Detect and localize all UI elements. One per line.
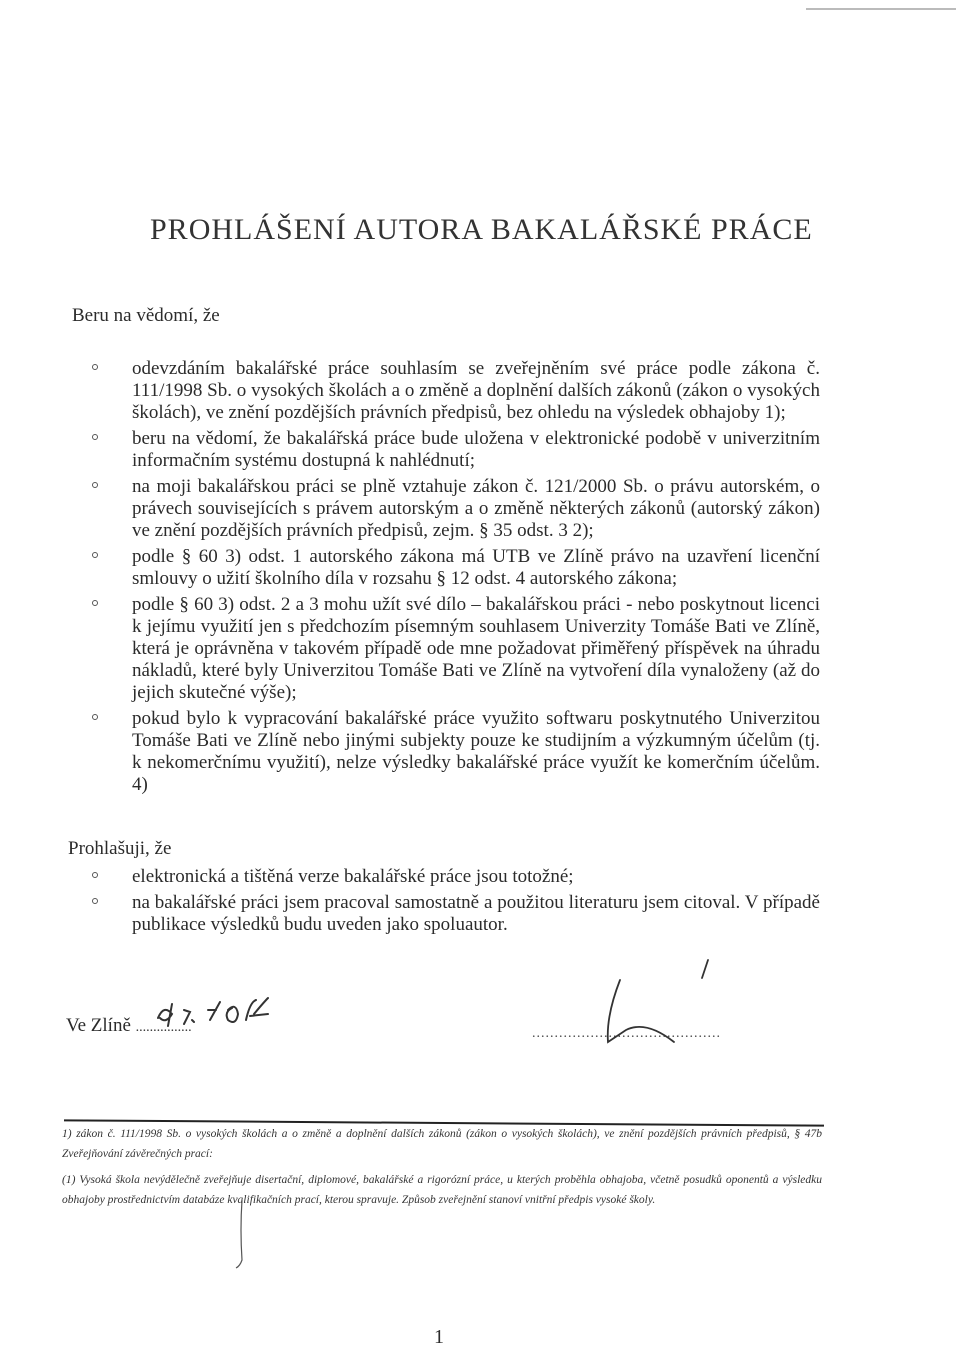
page-title: PROHLÁŠENÍ AUTORA BAKALÁŘSKÉ PRÁCE [150, 213, 813, 246]
section-declaration-lead: Prohlašuji, že [68, 838, 172, 859]
place-label: Ve Zlíně ................ [66, 1015, 192, 1036]
bullet-icon [92, 898, 98, 904]
declaration-list [80, 866, 820, 940]
list-item: pokud bylo k vypracování bakalářské práce využito softwaru poskytnutého Univerzitou Tomáše Bati ve Zlíně nebo jinými subjekty pouze ke studijním a výzkumným účelům (tj. k nekomerčnímu využití), nelze výsledky bakalářské práce využít ke komerčním účelům. 4) [80, 708, 820, 796]
footnote-1: 1) zákon č. 111/1998 Sb. o vysokých školách a o změně a doplnění dalších zákonů (zákon o vysokých školách), ve znění pozdějších právních předpisů, § 47b Zveřejňování závěrečných prací: [62, 1128, 822, 1160]
list-item: elektronická a tištěná verze bakalářské práce jsou totožné; [80, 866, 820, 888]
section-acknowledgement-lead: Beru na vědomí, že [72, 305, 220, 326]
bullet-icon [92, 482, 98, 488]
list-item: na bakalářské práci jsem pracoval samostatně a použitou literaturu jsem citoval. V případě publikace výsledků budu uveden jako spoluautor. [80, 892, 820, 936]
page-number: 1 [434, 1326, 444, 1348]
list-item: beru na vědomí, že bakalářská práce bude uložena v elektronické podobě v univerzitním informačním systému dostupná k nahlédnutí; [80, 428, 820, 472]
bullet-icon [92, 714, 98, 720]
bullet-icon [92, 872, 98, 878]
bullet-icon [92, 552, 98, 558]
date-dotted-line: ................ [135, 1020, 192, 1035]
list-item: odevzdáním bakalářské práce souhlasím se zveřejněním své práce podle zákona č. 111/1998 Sb. o vysokých školách a o změně a doplnění dalších zákonů (zákon o vysokých školách), ve znění pozdějších právních předpisů, bez ohledu na výsledek obhajoby 1); [80, 358, 820, 424]
signature-block [0, 960, 960, 1090]
footnotes [62, 1124, 822, 1216]
pen-stroke-icon [230, 1200, 250, 1270]
bullet-icon [92, 434, 98, 440]
handwritten-date-icon [150, 980, 310, 1040]
acknowledgement-list [80, 358, 820, 800]
bullet-icon [92, 364, 98, 370]
list-item: podle § 60 3) odst. 1 autorského zákona má UTB ve Zlíně právo na uzavření licenční smlouvy o užití školního díla v rozsahu § 12 odst. 4 autorského zákona; [80, 546, 820, 590]
list-item: na moji bakalářskou práci se plně vztahuje zákon č. 121/2000 Sb. o právu autorském, o právech souvisejících s právem autorským a o změně některých zákonů (autorský zákon) ve znění pozdějších právních předpisů, zejm. § 35 odst. 3 2); [80, 476, 820, 542]
signature-dotted-line: .......................................... [532, 1026, 721, 1041]
handwritten-signature-icon [590, 960, 730, 1060]
footnote-2: (1) Vysoká škola nevýdělečně zveřejňuje disertační, diplomové, bakalářské a rigorózní práce, u kterých proběhla obhajoba, včetně posudků oponentů a výsledku obhajoby prostřednictvím databáze kvalifikačních prací, kterou spravuje. Způsob zveřejnění stanoví vnitřní předpis vysoké školy. [62, 1174, 822, 1206]
bullet-icon [92, 600, 98, 606]
scan-edge-line [806, 8, 956, 10]
list-item: podle § 60 3) odst. 2 a 3 mohu užít své dílo – bakalářskou práci - nebo poskytnout licenci k jejímu využití jen s předchozím písemným souhlasem Univerzity Tomáše Bati ve Zlíně, která je oprávněna v takovém případě ode mne požadovat přiměřený příspěvek na úhradu nákladů, které byly Univerzitou Tomáše Bati ve Zlíně na vytvoření díla vynaloženy (až do jejich skutečné výše); [80, 594, 820, 704]
